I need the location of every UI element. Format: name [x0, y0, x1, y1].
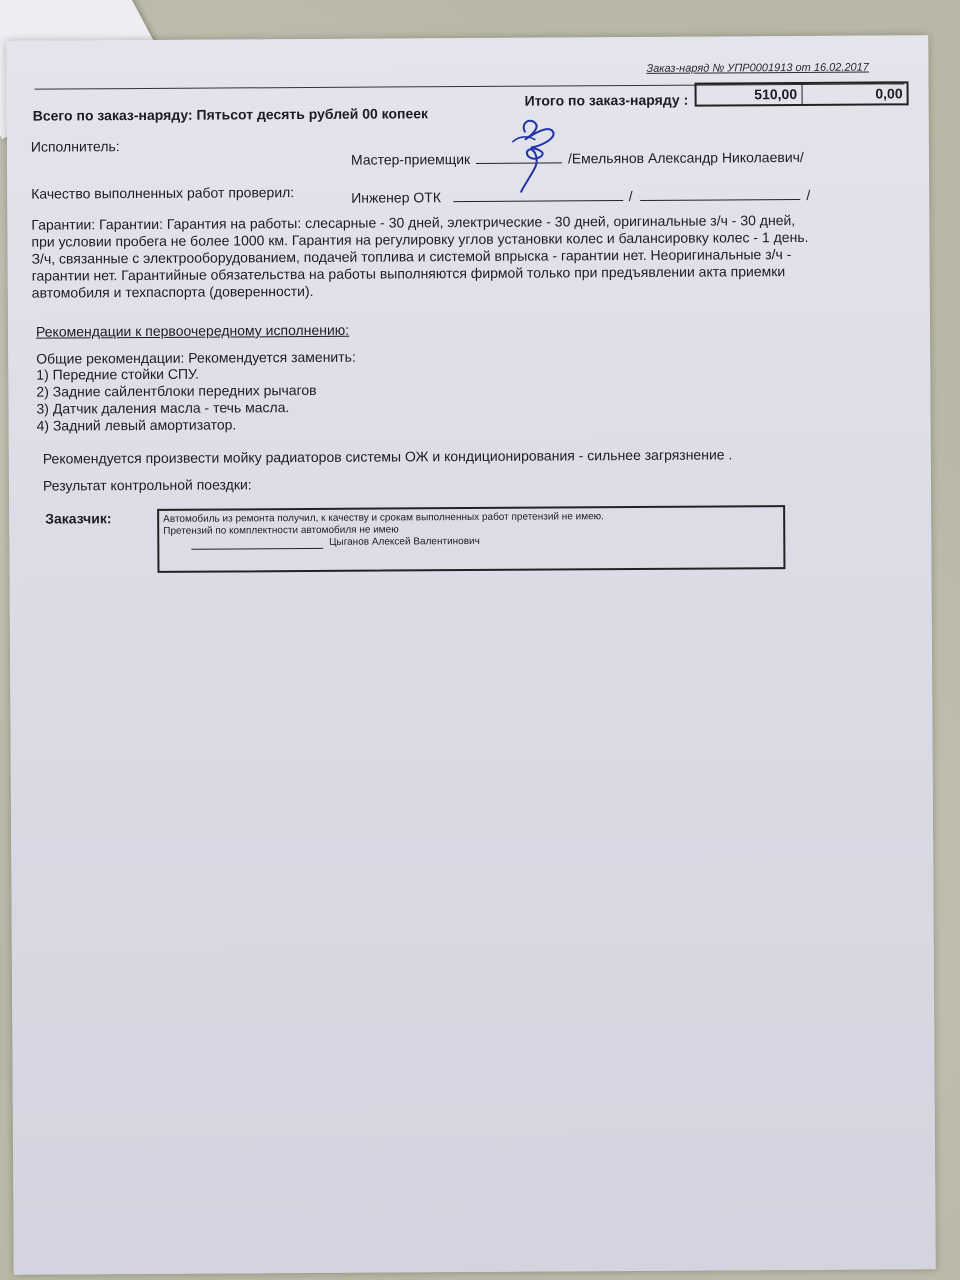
- master-signature-row: [351, 149, 804, 168]
- customer-acceptance-box: [157, 505, 785, 573]
- total-amount: 510,00: [754, 85, 798, 103]
- customer-acceptance-line1: Автомобиль из ремонта получил, к качеству и срокам выполненных работ претензий не имею.: [163, 511, 604, 525]
- inspector-signature-row: [351, 187, 810, 206]
- inspector-name-line: [641, 199, 801, 201]
- inspector-end: /: [806, 186, 811, 203]
- master-name: /Емельянов Александр Николаевич/: [567, 148, 804, 167]
- test-drive-result-label: Результат контрольной поездки:: [42, 476, 252, 494]
- radiator-wash-recommendation: Рекомендуется произвести мойку радиаторов системы ОЖ и кондиционирования - сильнее загрязнение .: [42, 446, 733, 467]
- total-label: Итого по заказ-наряду :: [524, 91, 689, 109]
- inspector-label: Инженер ОТК: [351, 189, 442, 206]
- quality-check-label: Качество выполненных работ проверил:: [31, 184, 295, 202]
- list-item: 1) Передние стойки СПУ.: [36, 365, 199, 383]
- total-in-words: Всего по заказ-наряду: Пятьсот десять рублей 00 копеек: [32, 105, 429, 124]
- document-page: [6, 35, 936, 1275]
- customer-signature-line: [191, 548, 323, 550]
- total-discount: 0,00: [801, 83, 907, 104]
- order-reference: Заказ-наряд № УПР0001913 от 16.02.2017: [646, 61, 869, 75]
- handwritten-signature: [495, 113, 567, 195]
- inspector-signature-line: [453, 200, 623, 202]
- recommendations-title: Рекомендации к первоочередному исполнению:: [35, 321, 350, 340]
- master-label: Мастер-приемщик: [350, 150, 471, 168]
- general-recommendations: Общие рекомендации: Рекомендуется заменить:: [36, 348, 356, 367]
- inspector-separator: /: [628, 188, 633, 205]
- customer-acceptance-line2: Претензий по комплектности автомобиля не имею: [163, 524, 399, 537]
- recommendation-list: [36, 365, 317, 435]
- total-amount-box: [695, 81, 909, 106]
- customer-signature-row: [163, 534, 779, 550]
- customer-label: Заказчик:: [45, 510, 112, 527]
- warranty-text: Гарантии: Гарантии: Гарантия на работы: слесарные - 30 дней, электрические - 30 дней, оригинальные з/ч - 30 дней, при условии пробега не более 1000 км. Гарантия на регулировку углов установки колес и балансировку колес - 1 день. З/ч, связанные с электрооборудованием, подачей топлива и системой впрыска - гарантии нет. Неоригинальные з/ч - гарантии нет. Гарантийные обязательства на работы выполняются фирмой только при предъявлении акта приемки автомобиля и техпаспорта (доверенности).: [31, 212, 809, 301]
- list-item: 2) Задние сайлентблоки передних рычагов: [36, 381, 317, 400]
- list-item: 3) Датчик даления масла - течь масла.: [36, 399, 290, 417]
- list-item: 4) Задний левый амортизатор.: [36, 416, 237, 434]
- customer-name: Цыганов Алексей Валентинович: [329, 535, 480, 548]
- performer-label: Исполнитель:: [30, 138, 120, 155]
